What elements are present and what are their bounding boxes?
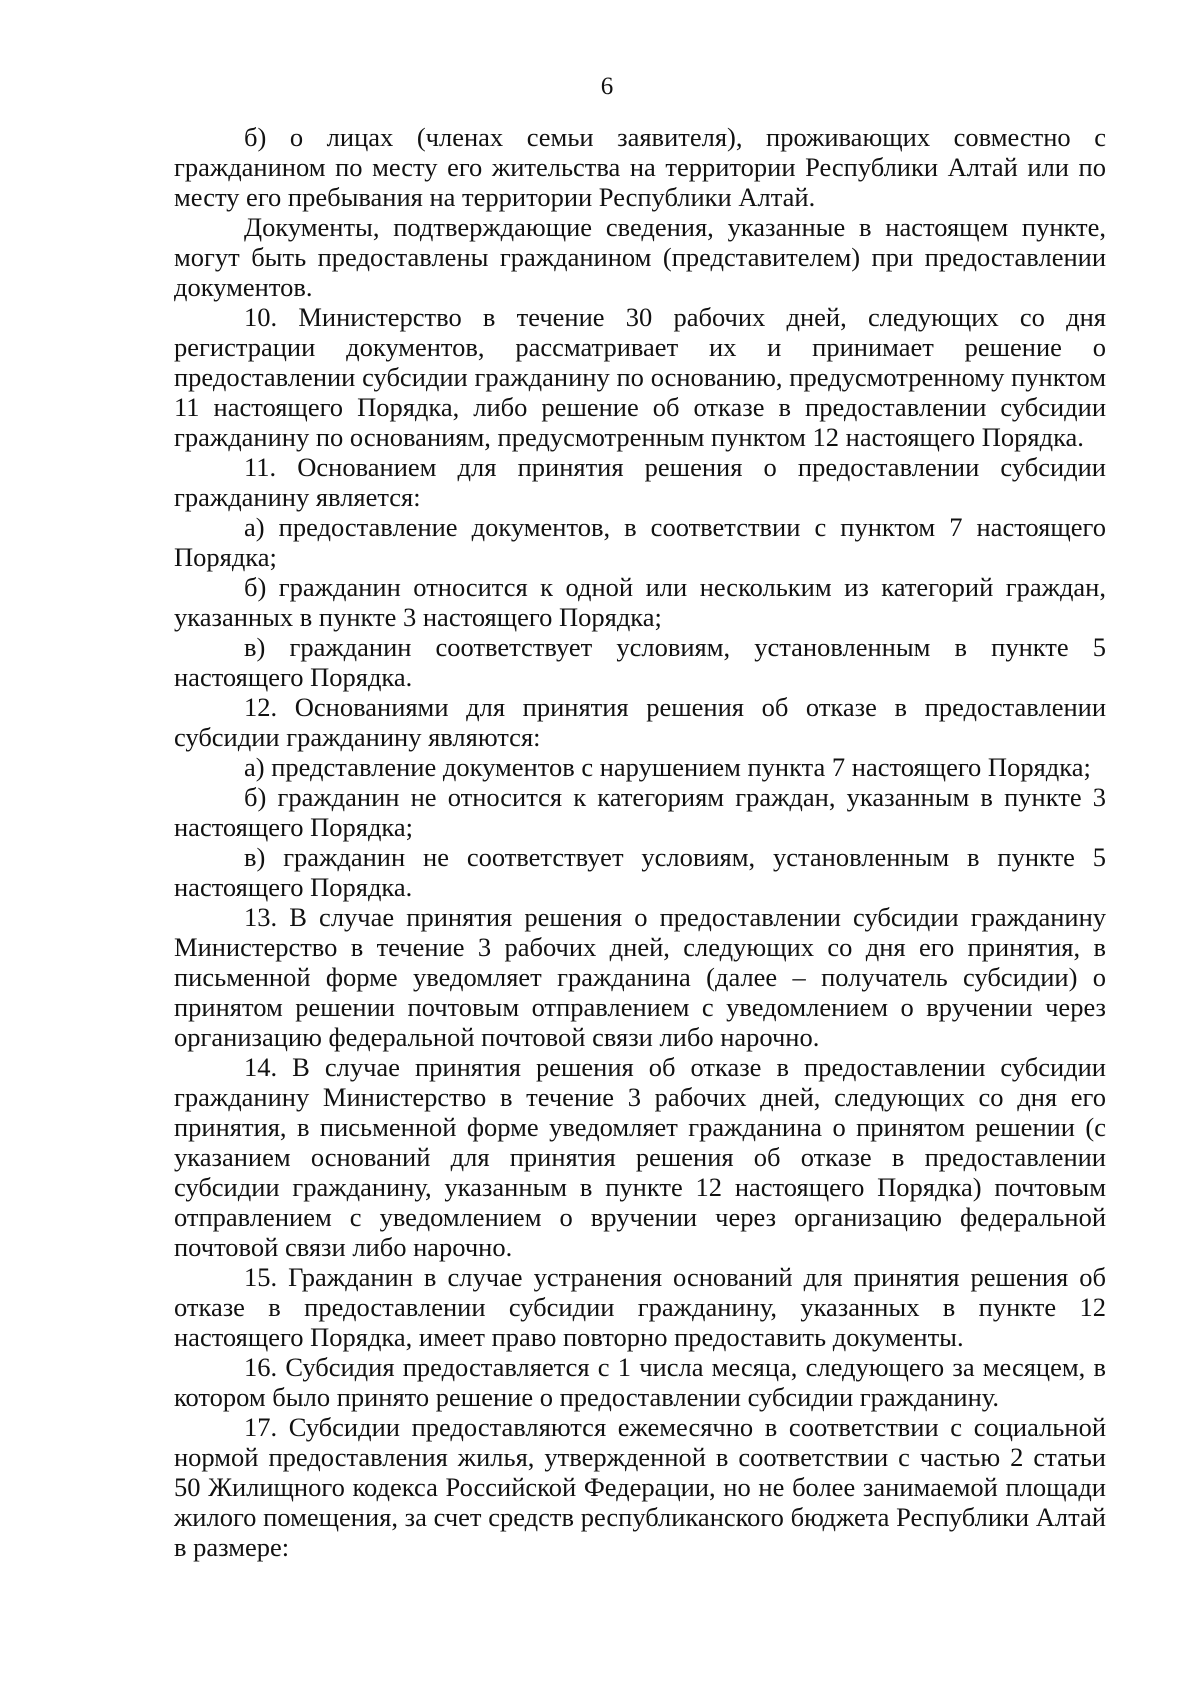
paragraph: 11. Основанием для принятия решения о предоставлении субсидии гражданину является: xyxy=(174,452,1106,512)
paragraph: б) гражданин не относится к категориям граждан, указанным в пункте 3 настоящего Порядка; xyxy=(174,782,1106,842)
paragraph: 15. Гражданин в случае устранения оснований для принятия решения об отказе в предоставлении субсидии гражданину, указанных в пункте 12 настоящего Порядка, имеет право повторно предоставить документы. xyxy=(174,1262,1106,1352)
paragraph: 14. В случае принятия решения об отказе в предоставлении субсидии гражданину Министерство в течение 3 рабочих дней, следующих со дня его принятия, в письменной форме уведомляет гражданина о принятом решении (с указанием оснований для принятия решения об отказе в предоставлении субсидии гражданину, указанным в пункте 12 настоящего Порядка) почтовым отправлением с уведомлением о вручении через организацию федеральной почтовой связи либо нарочно. xyxy=(174,1052,1106,1262)
paragraph: 16. Субсидия предоставляется с 1 числа месяца, следующего за месяцем, в котором было принято решение о предоставлении субсидии гражданину. xyxy=(174,1352,1106,1412)
paragraph: а) представление документов с нарушением пункта 7 настоящего Порядка; xyxy=(244,752,1091,782)
page-number: 6 xyxy=(600,73,614,100)
paragraph: в) гражданин соответствует условиям, установленным в пункте 5 настоящего Порядка. xyxy=(174,632,1106,692)
paragraph: 10. Министерство в течение 30 рабочих дней, следующих со дня регистрации документов, рассматривает их и принимает решение о предоставлении субсидии гражданину по основанию, предусмотренному пунктом 11 настоящего Порядка, либо решение об отказе в предоставлении субсидии гражданину по основаниям, предусмотренным пунктом 12 настоящего Порядка. xyxy=(174,302,1106,452)
paragraph: а) предоставление документов, в соответствии с пунктом 7 настоящего Порядка; xyxy=(174,512,1106,572)
paragraph: 12. Основаниями для принятия решения об отказе в предоставлении субсидии гражданину являются: xyxy=(174,692,1106,752)
paragraph: б) о лицах (членах семьи заявителя), проживающих совместно с гражданином по месту его жительства на территории Республики Алтай или по месту его пребывания на территории Республики Алтай. xyxy=(174,122,1106,212)
paragraph: в) гражданин не соответствует условиям, установленным в пункте 5 настоящего Порядка. xyxy=(174,842,1106,902)
paragraph: б) гражданин относится к одной или нескольким из категорий граждан, указанных в пункте 3 настоящего Порядка; xyxy=(174,572,1106,632)
paragraph: 17. Субсидии предоставляются ежемесячно в соответствии с социальной нормой предоставления жилья, утвержденной в соответствии с частью 2 статьи 50 Жилищного кодекса Российской Федерации, но не более занимаемой площади жилого помещения, за счет средств республиканского бюджета Республики Алтай в размере: xyxy=(174,1412,1106,1562)
paragraph: Документы, подтверждающие сведения, указанные в настоящем пункте, могут быть предоставлены гражданином (представителем) при предоставлении документов. xyxy=(174,212,1106,302)
paragraph: 13. В случае принятия решения о предоставлении субсидии гражданину Министерство в течение 3 рабочих дней, следующих со дня его принятия, в письменной форме уведомляет гражданина (далее – получатель субсидии) о принятом решении почтовым отправлением с уведомлением о вручении через организацию федеральной почтовой связи либо нарочно. xyxy=(174,902,1106,1052)
document-body xyxy=(174,122,1106,1562)
